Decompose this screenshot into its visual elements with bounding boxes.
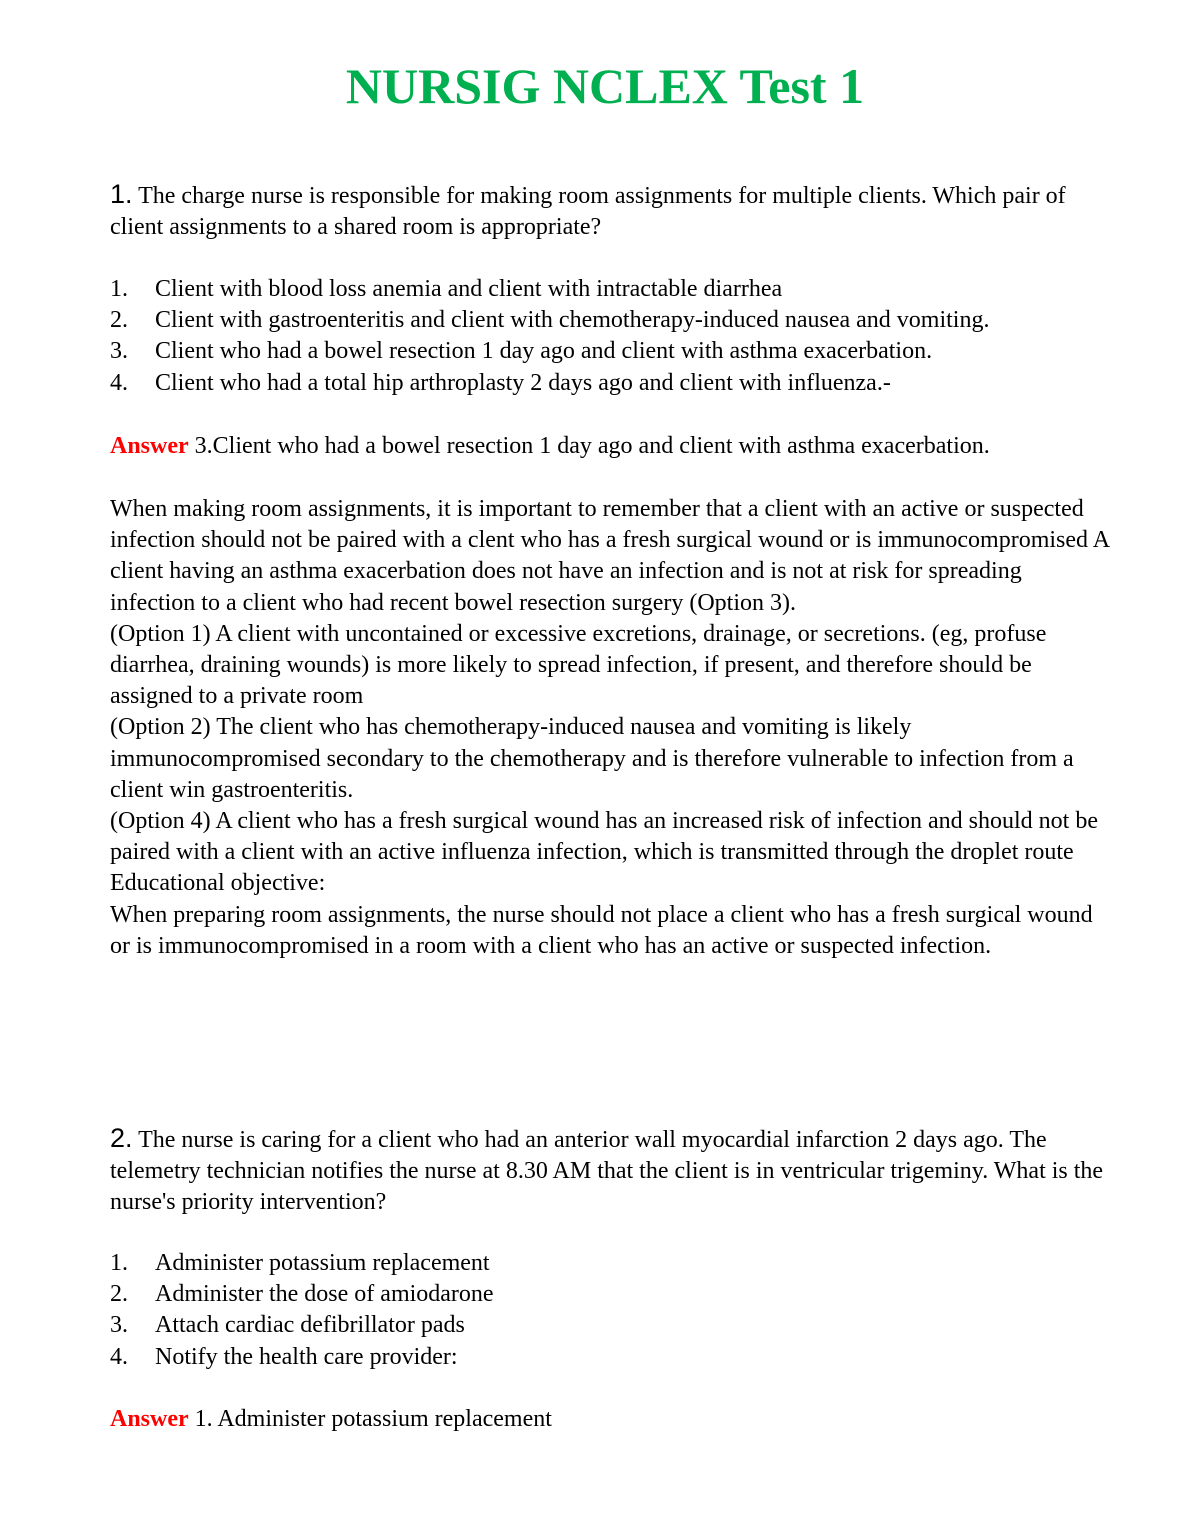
option-number: 1.	[110, 276, 128, 302]
answer-text: 3.Client who had a bowel resection 1 day ago and client with asthma exacerbation.	[194, 433, 990, 459]
option-text: Client who had a total hip arthroplasty 2 days ago and client with influenza.-	[155, 369, 891, 396]
question-2-stem	[110, 1123, 1110, 1219]
option-item	[110, 305, 1110, 336]
option-item	[110, 1248, 1110, 1279]
option-number: 4.	[110, 369, 128, 396]
answer-label: Answer	[110, 433, 189, 459]
option-item	[110, 1279, 1110, 1310]
option-item	[110, 368, 1110, 399]
option-number: 2.	[110, 307, 128, 334]
educational-objective-heading: Educational objective:	[110, 870, 326, 897]
question-stem-text: The charge nurse is responsible for making room assignments for multiple clients. Which pair of client assignments to a shared room is appropriate?	[110, 183, 1066, 241]
option-number: 3.	[110, 1312, 128, 1339]
option-number: 3.	[110, 338, 128, 365]
explanation-option-1: (Option 1) A client with uncontained or excessive excretions, drainage, or secretions. (eg, profuse diarrhea, draining wounds) is more likely to spread infection, if present, and therefore should be assigned to a private room	[110, 620, 1047, 710]
option-text: Administer the dose of amiodarone	[155, 1281, 494, 1308]
question-1-answer	[110, 431, 1110, 462]
question-stem-text: The nurse is caring for a client who had an anterior wall myocardial infarction 2 days ago. The telemetry technician notifies the nurse at 8.30 AM that the client is in ventricular trigeminy. What is the nurse's priority intervention?	[110, 1127, 1104, 1216]
page-title: NURSIG NCLEX Test 1	[345, 58, 865, 114]
question-1-explanation	[110, 494, 1110, 962]
option-item	[110, 1342, 1110, 1373]
question-number: 1.	[110, 179, 133, 209]
question-number: 2.	[110, 1123, 133, 1153]
option-item	[110, 1310, 1110, 1341]
option-item	[110, 336, 1110, 367]
question-2-answer	[110, 1404, 1110, 1435]
option-text: Client with gastroenteritis and client with chemotherapy-induced nausea and vomiting.	[155, 307, 990, 334]
explanation-option-4: (Option 4) A client who has a fresh surgical wound has an increased risk of infection and should not be paired with a client with an active influenza infection, which is transmitted through the droplet route	[110, 808, 1098, 866]
answer-label: Answer	[110, 1406, 189, 1432]
option-text: Client with blood loss anemia and client with intractable diarrhea	[155, 276, 783, 302]
question-2-options	[110, 1248, 1110, 1373]
answer-text: 1. Administer potassium replacement	[194, 1406, 552, 1432]
option-text: Administer potassium replacement	[155, 1250, 490, 1276]
question-1-stem	[110, 179, 1110, 243]
option-number: 2.	[110, 1281, 128, 1308]
explanation-paragraph: When making room assignments, it is important to remember that a client with an active or suspected infection should not be paired with a clent who has a fresh surgical wound or is immunocompromised A client having an asthma exacerbation does not have an infection and is not at risk for spreading infection to a client who had recent bowel resection surgery (Option 3).	[110, 496, 1109, 616]
option-text: Attach cardiac defibrillator pads	[155, 1312, 465, 1339]
educational-objective-text: When preparing room assignments, the nurse should not place a client who has a fresh surgical wound or is immunocompromised in a room with a client who has an active or suspected infection.	[110, 901, 1093, 959]
option-list	[110, 1248, 1110, 1373]
option-number: 4.	[110, 1343, 128, 1370]
question-1-options	[110, 274, 1110, 399]
explanation-option-2: (Option 2) The client who has chemotherapy-induced nausea and vomiting is likely immunocompromised secondary to the chemotherapy and is therefore vulnerable to infection from a client win gastroenteritis.	[110, 714, 1074, 803]
option-list	[110, 274, 1110, 399]
option-text: Notify the health care provider:	[155, 1343, 458, 1370]
option-item	[110, 274, 1110, 305]
option-text: Client who had a bowel resection 1 day ago and client with asthma exacerbation.	[155, 338, 933, 365]
option-number: 1.	[110, 1250, 128, 1276]
